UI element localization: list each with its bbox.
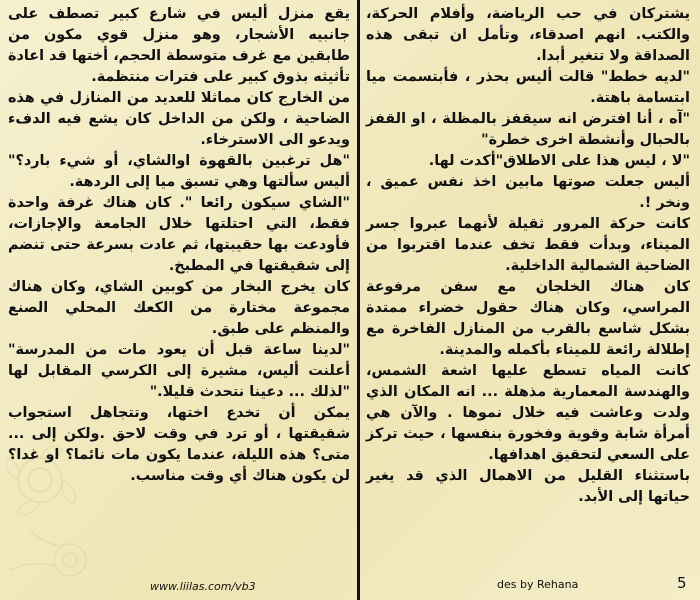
paragraph: "هل ترغبين بالقهوة اوالشاي، أو شيء بارد؟" أليس سألتها وهي تسبق ميا إلى الردهة. <box>8 153 350 190</box>
paragraph: كانت المياه تسطع عليها اشعة الشمس، والهندسة المعمارية مذهلة ... انه المكان الذي ولدت وعاشت فيه خلال نموها . والآن هي أمرأة شابة وقوية وفخورة بنفسها ، حيث تركز على السعي لتحقيق اهدافها. <box>366 363 690 463</box>
paragraph: كان هناك الخلجان مع سفن مرفوعة المراسي، وكان هناك حقول خضراء ممتدة بشكل شاسع بالقرب من المنازل الفاخرة مع إطلالة رائعة للميناء بأكمله والمدينة. <box>366 279 690 358</box>
paragraph: من الخارج كان مماثلا للعديد من المنازل في هذه الضاحية ، ولكن من الداخل كان يشع فيه الدفء ويدعو الى الاسترخاء. <box>8 90 350 148</box>
paragraph: يمكن أن تخدع اختها، وتتجاهل استجواب شقيقتها ، أو ترد في وقت لاحق .ولكن إلى ... متى؟ هذه الليلة، عندما يكون مات نائما؟ او غدا؟ لن يكون هناك أي وقت مناسب. <box>8 405 350 484</box>
paragraph: يقع منزل أليس في شارع كبير تصطف على جانبيه الأشجار، وهو منزل قوي مكون من طابقين مع غرف متوسطة الحجم، أختها قد اعادة تأثيثه بذوق كبير على فترات منتظمة. <box>8 6 350 85</box>
paragraph: "لدينا ساعة قبل أن يعود مات من المدرسة" أعلنت أليس، مشيرة إلى الكرسي المقابل لها "لذلك ... دعينا نتحدث قليلا." <box>8 342 350 400</box>
paragraph: كانت حركة المرور ثقيلة لأنهما عبروا جسر الميناء، وبدأت فقط تخف عندما اقتربوا من الضاحية الشمالية الداخلية. <box>366 216 690 274</box>
paragraph: أليس جعلت صوتها مابين اخذ نفس عميق ، ونخر !. <box>366 174 690 211</box>
designer-credit: des by Rehana <box>497 578 579 591</box>
paragraph: يشتركان في حب الرياضة، وأفلام الحركة، والكتب. انهم اصدقاء، وتأمل ان تبقى هذه الصداقة ولا تتغير أبدا. <box>366 6 690 64</box>
paragraph: كان يخرج البخار من كوبين الشاي، وكان هناك مجموعة مختارة من الكعك المحلي الصنع والمنظم على طبق. <box>8 279 350 337</box>
paragraph: "الشاي سيكون رائعا ". كان هناك غرفة واحدة فقط، التي احتلتها خلال الجامعة والإجازات، فأودعت بها حقيبتها، ثم عادت بسرعة حتى تنضم إلى شقيقتها في المطبخ. <box>8 195 350 274</box>
right-text-column <box>366 4 690 508</box>
column-divider <box>357 0 360 600</box>
paragraph: "آه ، أنا افترض انه سيقفز بالمظلة ، او القفز بالحبال وأنشطة اخرى خطرة" <box>366 111 690 148</box>
page-number: 5 <box>677 574 687 592</box>
paragraph: باستثناء القليل من الاهمال الذي قد يغير حياتها إلى الأبد. <box>366 468 690 505</box>
footer-url: www.liilas.com/vb3 <box>150 580 256 593</box>
paragraph: "لديه خطط" قالت أليس بحذر ، فأبتسمت ميا ابتسامة باهتة. <box>366 69 690 106</box>
left-text-column <box>8 4 350 487</box>
paragraph: "لا ، ليس هذا على الاطلاق"أكدت لها. <box>428 153 690 169</box>
